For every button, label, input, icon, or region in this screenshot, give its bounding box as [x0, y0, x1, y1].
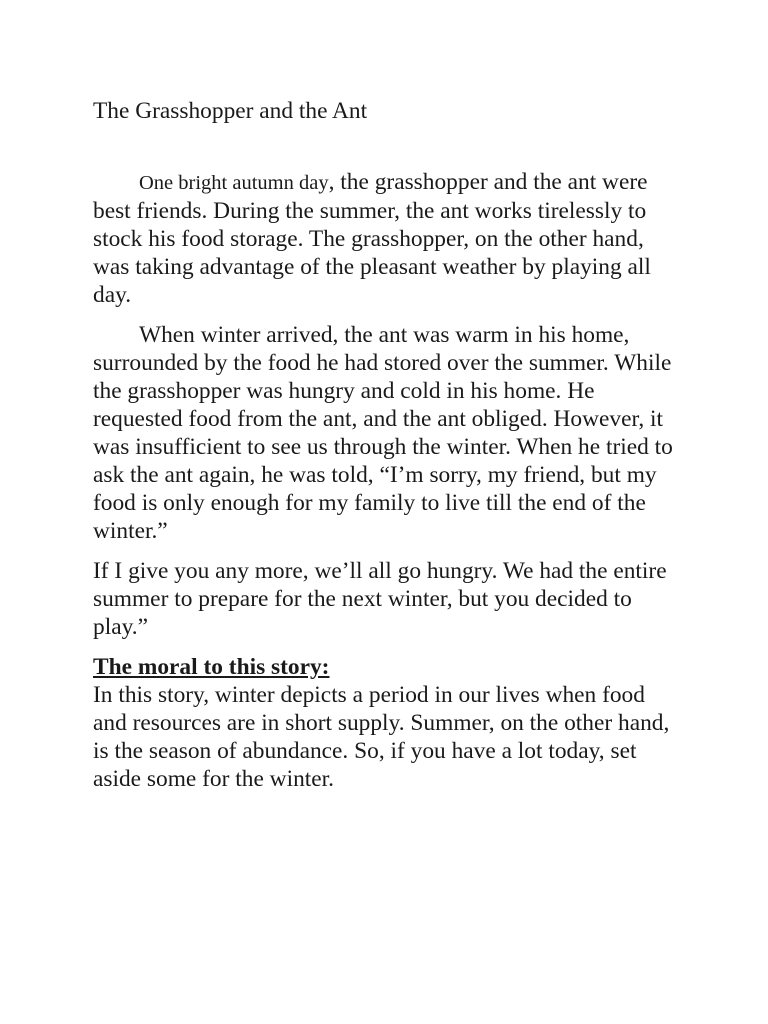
story-paragraph-2: When winter arrived, the ant was warm in his home, surrounded by the food he had stored over the summer. While the grasshopper was hungry and cold in his home. He requested food from the ant, and the ant obliged. However, it was insufficient to see us through the winter. When he tried to ask the ant again, he was told, “I’m sorry, my friend, but my food is only enough for my family to live till the end of the winter.”	[93, 322, 673, 544]
story-paragraph-1	[93, 168, 683, 309]
story-paragraph-3: If I give you any more, we’ll all go hungry. We had the entire summer to prepare for the next winter, but you decided to play.”	[93, 558, 667, 640]
moral-heading: The moral to this story:	[93, 654, 330, 680]
document-body	[93, 96, 683, 793]
paragraph-1-lead: One bright autumn day	[139, 172, 329, 194]
paragraph-1-rest: , the grasshopper and the ant were best friends. During the summer, the ant works tirelessly to stock his food storage. The grasshopper, on the other hand, was taking advantage of the pleasant weather by playing all day.	[93, 169, 651, 308]
moral-paragraph: In this story, winter depicts a period in our lives when food and resources are in short supply. Summer, on the other hand, is the season of abundance. So, if you have a lot today, set aside some for the winter.	[93, 682, 670, 792]
document-title: The Grasshopper and the Ant	[93, 98, 368, 124]
